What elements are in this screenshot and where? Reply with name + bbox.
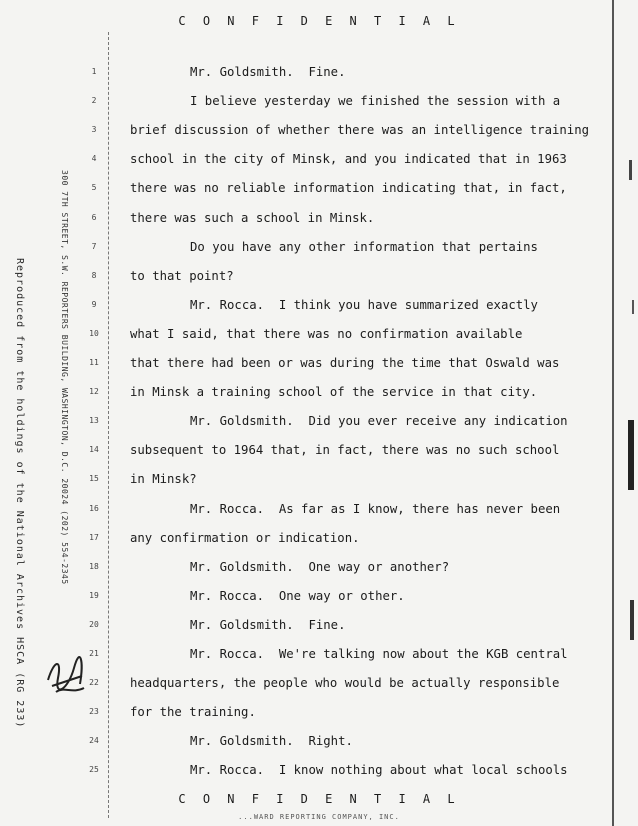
line-number: 19 <box>89 591 99 600</box>
transcript-line: to that point? <box>130 269 234 283</box>
transcript-line: Do you have any other information that pertains <box>190 240 538 254</box>
scan-edge-marks <box>620 0 638 826</box>
line-number: 17 <box>89 533 99 542</box>
line-number: 25 <box>89 765 99 774</box>
transcript-line: Mr. Rocca. As far as I know, there has never been <box>190 502 561 516</box>
transcript-line: for the training. <box>130 705 256 719</box>
line-number: 14 <box>89 445 99 454</box>
line-number: 15 <box>89 474 99 483</box>
margin-rule <box>108 32 109 818</box>
transcript-line: Mr. Goldsmith. Right. <box>190 734 353 748</box>
line-number: 24 <box>89 736 99 745</box>
line-number: 22 <box>89 678 99 687</box>
line-number: 9 <box>91 300 97 309</box>
line-number: 6 <box>91 213 97 222</box>
line-number: 16 <box>89 504 99 513</box>
handwritten-initials <box>44 650 88 698</box>
transcript-line: that there had been or was during the time that Oswald was <box>130 356 560 370</box>
transcript-line: any confirmation or indication. <box>130 531 360 545</box>
archives-stamp: Reproduced from the holdings of the National Archives HSCA (RG 233) <box>14 258 25 729</box>
transcript-line: there was no reliable information indicating that, in fact, <box>130 181 567 195</box>
line-number: 13 <box>89 416 99 425</box>
transcript-line: Mr. Goldsmith. One way or another? <box>190 560 450 574</box>
transcript-line: brief discussion of whether there was an intelligence training <box>130 123 590 137</box>
line-number: 1 <box>91 67 97 76</box>
transcript-line: in Minsk? <box>130 472 197 486</box>
line-number: 7 <box>91 242 97 251</box>
line-number: 3 <box>91 125 97 134</box>
transcript-line: there was such a school in Minsk. <box>130 211 375 225</box>
transcript-line: in Minsk a training school of the service in that city. <box>130 385 538 399</box>
transcript-line: Mr. Goldsmith. Fine. <box>190 65 346 79</box>
line-number: 21 <box>89 649 99 658</box>
line-number: 11 <box>89 358 99 367</box>
line-number: 8 <box>91 271 97 280</box>
line-number: 5 <box>91 183 97 192</box>
transcript-line: headquarters, the people who would be actually responsible <box>130 676 560 690</box>
transcript-line: school in the city of Minsk, and you indicated that in 1963 <box>130 152 567 166</box>
transcript-line: subsequent to 1964 that, in fact, there was no such school <box>130 443 560 457</box>
line-number: 18 <box>89 562 99 571</box>
line-number: 2 <box>91 96 97 105</box>
reporting-company-imprint: ...WARD REPORTING COMPANY, INC. <box>238 813 400 821</box>
transcript-line: Mr. Rocca. I know nothing about what local schools <box>190 763 568 777</box>
transcript-line: Mr. Goldsmith. Did you ever receive any indication <box>190 414 568 428</box>
page-header: C O N F I D E N T I A L <box>178 14 460 28</box>
line-number: 23 <box>89 707 99 716</box>
line-number: 10 <box>89 329 99 338</box>
page-footer: C O N F I D E N T I A L <box>178 792 460 806</box>
right-edge-rule <box>612 0 614 826</box>
transcript-line: Mr. Rocca. One way or other. <box>190 589 405 603</box>
reporter-address: 300 7TH STREET, S.W. REPORTERS BUILDING, WASHINGTON, D.C. 20024 (202) 554-2345 <box>60 170 69 585</box>
transcript-line: I believe yesterday we finished the session with a <box>190 94 561 108</box>
line-number: 20 <box>89 620 99 629</box>
transcript-line: what I said, that there was no confirmation available <box>130 327 523 341</box>
transcript-line: Mr. Rocca. We're talking now about the KGB central <box>190 647 568 661</box>
line-number: 12 <box>89 387 99 396</box>
transcript-line: Mr. Goldsmith. Fine. <box>190 618 346 632</box>
transcript-line: Mr. Rocca. I think you have summarized exactly <box>190 298 538 312</box>
line-number: 4 <box>91 154 97 163</box>
